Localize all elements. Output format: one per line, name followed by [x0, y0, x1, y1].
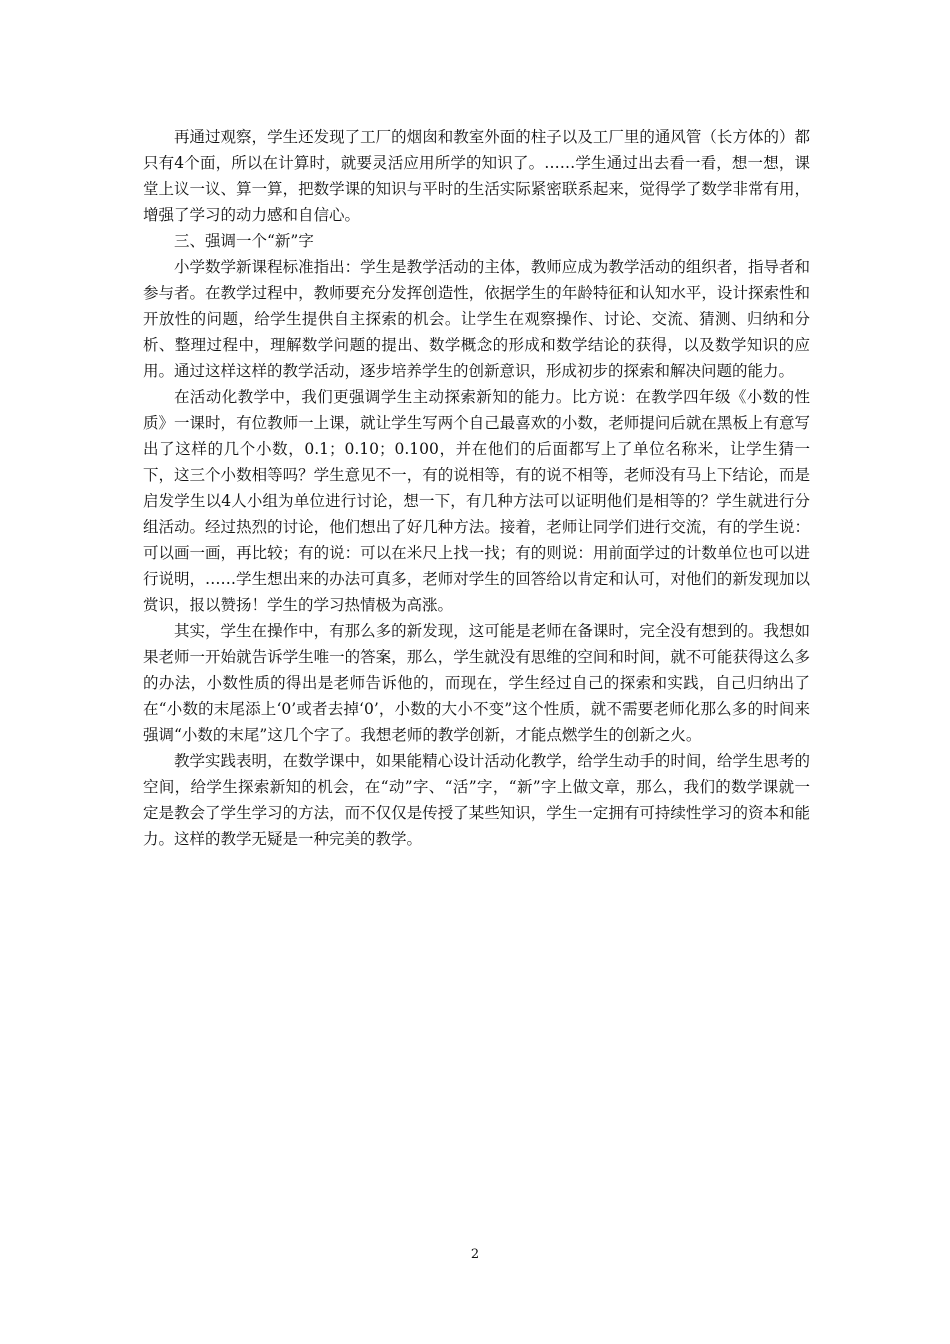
paragraph-conclusion: 教学实践表明，在数学课中，如果能精心设计活动化教学，给学生动手的时间，给学生思考的空间，给学生探索新知的机会，在“动”字、“活”字，“新”字上做文章，那么，我们的数学课就一定是教会了学生学习的方法，而不仅仅是传授了某些知识，学生一定拥有可持续性学习的资本和能力。这样的教学无疑是一种完美的教学。: [143, 752, 810, 848]
page-number: 2: [470, 1247, 480, 1262]
document-body: [143, 124, 810, 852]
paragraph-curriculum-standard: 小学数学新课程标准指出：学生是教学活动的主体，教师应成为教学活动的组织者，指导者和参与者。在教学过程中，教师要充分发挥创造性，依据学生的年龄特征和认知水平，设计探索性和开放性的问题，给学生提供自主探索的机会。让学生在观察操作、讨论、交流、猜测、归纳和分析、整理过程中，理解数学问题的提出、数学概念的形成和数学结论的获得，以及数学知识的应用。通过这样这样的教学活动，逐步培养学生的创新意识，形成初步的探索和解决问题的能力。: [143, 258, 810, 380]
section-heading-new: 三、强调一个“新”字: [174, 232, 314, 250]
paragraph-observation: 再通过观察，学生还发现了工厂的烟囱和教室外面的柱子以及工厂里的通风管（长方体的）都只有4个面，所以在计算时，就要灵活应用所学的知识了。……学生通过出去看一看，想一想，课堂上议一议、算一算，把数学课的知识与平时的生活实际紧密联系起来，觉得学了数学非常有用，增强了学习的动力感和自信心。: [143, 128, 810, 224]
paragraph-discovery: 其实，学生在操作中，有那么多的新发现，这可能是老师在备课时，完全没有想到的。我想如果老师一开始就告诉学生唯一的答案，那么，学生就没有思维的空间和时间，就不可能获得这么多的办法，小数性质的得出是老师告诉他的，而现在，学生经过自己的探索和实践，自己归纳出了在“小数的末尾添上‘0’或者去掉‘0’，小数的大小不变”这个性质，就不需要老师化那么多的时间来强调“小数的末尾”这几个字了。我想老师的教学创新，才能点燃学生的创新之火。: [143, 622, 810, 744]
paragraph-decimal-example: 在活动化教学中，我们更强调学生主动探索新知的能力。比方说：在教学四年级《小数的性质》一课时，有位教师一上课，就让学生写两个自己最喜欢的小数，老师提问后就在黑板上有意写出了这样的几个小数，0.1；0.10；0.100，并在他们的后面都写上了单位名称米，让学生猜一下，这三个小数相等吗？学生意见不一，有的说相等，有的说不相等，老师没有马上下结论，而是启发学生以4人小组为单位进行讨论，想一下，有几种方法可以证明他们是相等的？学生就进行分组活动。经过热烈的讨论，他们想出了好几种方法。接着，老师让同学们进行交流，有的学生说：可以画一画，再比较；有的说：可以在米尺上找一找；有的则说：用前面学过的计数单位也可以进行说明，……学生想出来的办法可真多，老师对学生的回答给以肯定和认可，对他们的新发现加以赏识，报以赞扬！学生的学习热情极为高涨。: [143, 388, 810, 614]
